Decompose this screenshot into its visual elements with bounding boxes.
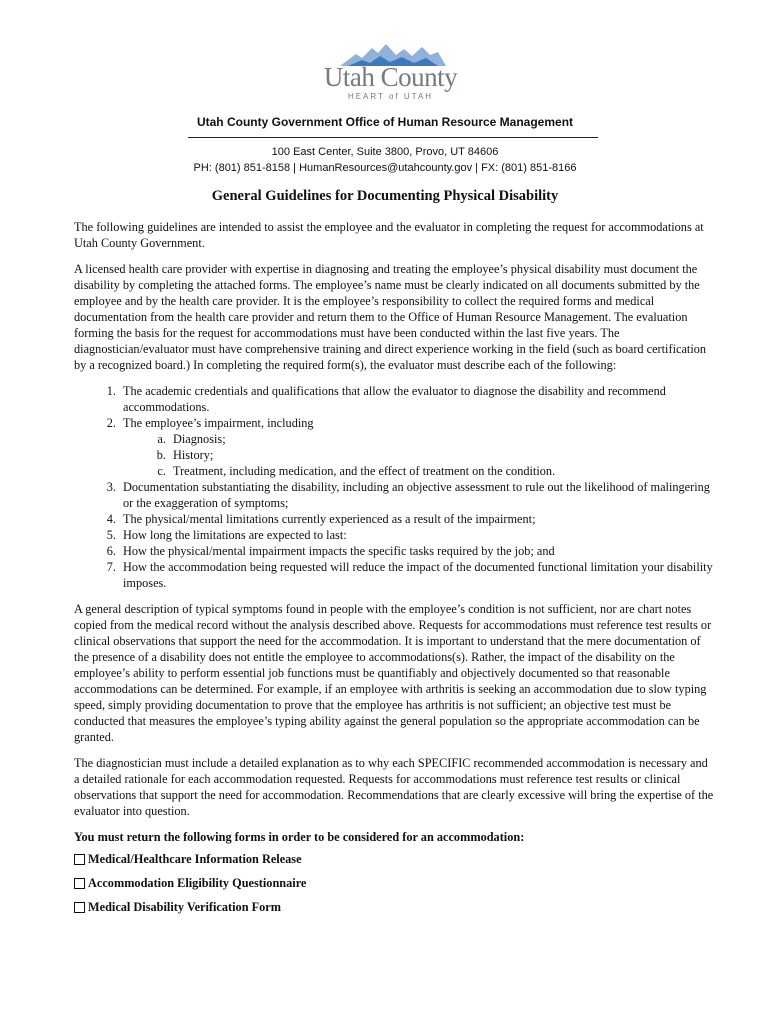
forms-heading: You must return the following forms in order to be considered for an accommodation: — [74, 830, 525, 844]
form-label: Accommodation Eligibility Questionnaire — [88, 876, 307, 890]
list-item: 3. Documentation substantiating the disability, including an objective assessment to rule out the likelihood of malingering or the exaggeration of symptoms; — [119, 479, 714, 511]
header-divider — [188, 137, 598, 138]
symptoms-paragraph: A general description of typical symptoms found in people with the employee’s condition is not sufficient, nor are chart notes copied from the medical record without the analysis described above. Requests for accommodations must reference test results or clinical observations that support the need for the accommodation. It is important to understand that the mere documentation of the presence of a disability does not entitle the employee to accommodations(s). Rather, the impact of the disability on the employee’s ability to perform essential job functions must be quantifiably and objectively documented so that reasonable accommodations can be determined. For example, if an employee with arthritis is seeking an accommodation due to slow typing speed, simply providing documentation to prove that the employee has arthritis is not sufficient; an objective test must be conducted that measures the employee’s typing ability against the general population so the appropriate accommodation can be granted. — [74, 602, 712, 744]
form-checklist-item — [74, 851, 714, 867]
checkbox[interactable] — [74, 878, 85, 889]
intro-paragraph: The following guidelines are intended to assist the employee and the evaluator in completing the request for accommodations at Utah County Government. — [74, 220, 704, 250]
list-item: 7. How the accommodation being requested will reduce the impact of the documented functional limitation your disability imposes. — [119, 559, 714, 591]
form-label: Medical/Healthcare Information Release — [88, 852, 302, 866]
requirements-list — [74, 383, 714, 591]
checkbox[interactable] — [74, 854, 85, 865]
sublist-item: c. Treatment, including medication, and the effect of treatment on the condition. — [169, 463, 714, 479]
document-body — [74, 219, 714, 923]
requirements-paragraph: A licensed health care provider with expertise in diagnosing and treating the employee’s physical disability must document the disability by completing the attached forms. The employee’s name must be clearly indicated on all documents submitted by the employee and by the health care provider. It is the employee’s responsibility to collect the required forms and medical documentation from the health care provider and return them to the Office of Human Resource Management. The evaluation forming the basis for the request for accommodations must have been conducted within the last five years. The diagnostician/evaluator must have comprehensive training and direct experience working in the field (such as board certification by a recognized board.) In completing the required form(s), the evaluator must describe each of the following: — [74, 262, 707, 372]
checkbox[interactable] — [74, 902, 85, 913]
list-item: 5. How long the limitations are expected to last: — [119, 527, 714, 543]
form-checklist-item — [74, 875, 714, 891]
list-item: 1. The academic credentials and qualifications that allow the evaluator to diagnose the disability and recommend accommodations. — [119, 383, 714, 415]
contact-line: PH: (801) 851-8158 | HumanResources@utahcounty.gov | FX: (801) 851-8166 — [193, 162, 577, 174]
sublist-item: a. Diagnosis; — [169, 431, 714, 447]
form-checklist-item — [74, 899, 714, 915]
address-line: 100 East Center, Suite 3800, Provo, UT 84606 — [271, 146, 499, 158]
list-item: 4. The physical/mental limitations currently experienced as a result of the impairment; — [119, 511, 714, 527]
logo-tagline: HEART of UTAH — [347, 92, 434, 101]
utah-county-logo — [318, 40, 463, 106]
document-title: General Guidelines for Documenting Physical Disability — [211, 188, 559, 204]
form-label: Medical Disability Verification Form — [88, 900, 281, 914]
organization-title: Utah County Government Office of Human Resource Management — [196, 115, 574, 129]
diagnostician-paragraph: The diagnostician must include a detailed explanation as to why each SPECIFIC recommended accommodation is necessary and a detailed rationale for each accommodation requested. Requests for accommodations must reference test results or clinical observations that support the need for accommodation. Recommendations that are clearly excessive will bring the expertise of the evaluator into question. — [74, 756, 714, 818]
logo-name: Utah County — [323, 62, 458, 92]
list-item: 6. How the physical/mental impairment impacts the specific tasks required by the job; and — [119, 543, 714, 559]
list-item — [119, 415, 714, 479]
impairment-sublist — [123, 431, 714, 479]
list-item-text: The employee’s impairment, including — [123, 416, 314, 430]
sublist-item: b. History; — [169, 447, 714, 463]
